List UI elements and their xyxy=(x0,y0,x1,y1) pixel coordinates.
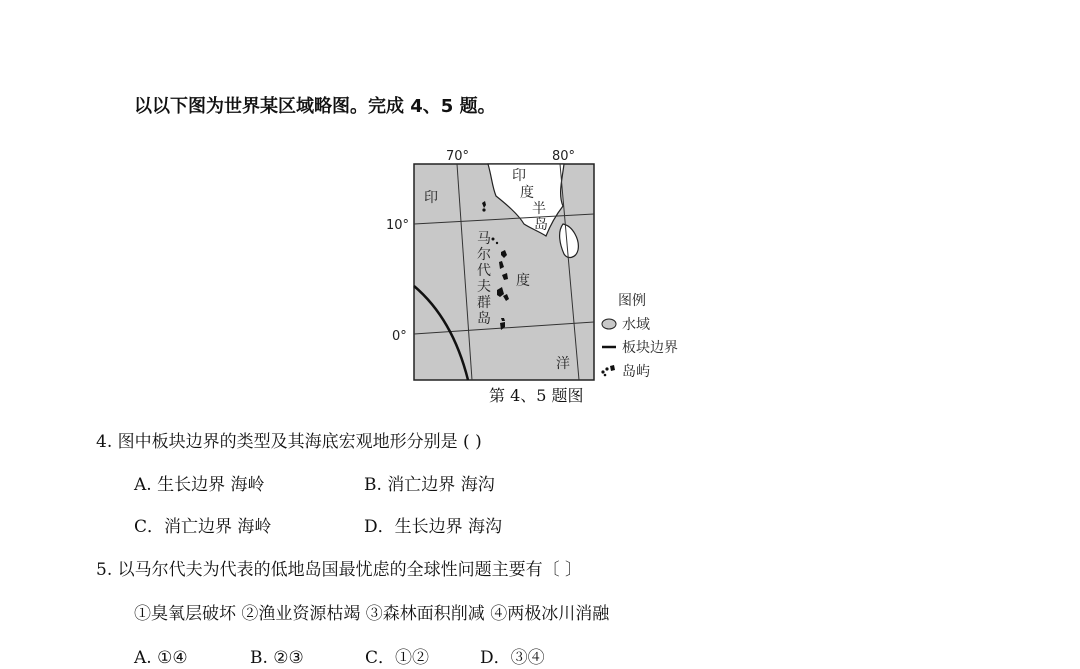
peninsula-char-1: 印 xyxy=(512,168,526,184)
question-4-stem: 4. 图中板块边界的类型及其海底宏观地形分别是 ( ) xyxy=(96,432,482,452)
legend-water-swatch xyxy=(602,319,616,329)
question-5-option-c: C．①② xyxy=(365,648,430,668)
ocean-char-2: 度 xyxy=(516,273,530,289)
lat-label-10: 10° xyxy=(386,218,410,233)
ocean-char-1: 印 xyxy=(424,190,438,206)
question-4-option-b: B. 消亡边界 海沟 xyxy=(364,475,495,495)
peninsula-char-3: 半 xyxy=(532,201,546,217)
ocean-char-3: 洋 xyxy=(556,356,570,372)
map-caption: 第 4、5 题图 xyxy=(489,386,584,405)
intro-text: 以以下图为世界某区域略图。完成 4、5 题。 xyxy=(134,96,496,117)
maldives-char-5: 群 xyxy=(477,295,491,311)
question-4-option-c: C．消亡边界 海岭 xyxy=(134,517,272,537)
question-5-options xyxy=(134,643,545,668)
question-5-stem: 5. 以马尔代夫为代表的低地岛国最忧虑的全球性问题主要有〔 〕 xyxy=(96,560,583,580)
question-4-option-a: A. 生长边界 海岭 xyxy=(134,475,265,495)
maldives-char-3: 代 xyxy=(477,263,491,279)
lon-label-70: 70° xyxy=(446,149,470,164)
legend-title: 图例 xyxy=(618,293,646,309)
question-5-option-d: D．③④ xyxy=(480,648,545,668)
maldives-char-1: 马 xyxy=(477,231,491,247)
maldives-char-4: 夫 xyxy=(477,279,491,295)
question-5-option-a: A. ①④ xyxy=(134,648,188,668)
legend-boundary-label: 板块边界 xyxy=(622,340,678,356)
legend-water-label: 水域 xyxy=(622,317,650,333)
question-4-option-d: D．生长边界 海沟 xyxy=(364,517,503,537)
question-4-options-row2 xyxy=(134,512,502,537)
legend-islands-swatch xyxy=(601,365,615,376)
peninsula-char-4: 岛 xyxy=(534,217,548,233)
legend-islands-label: 岛屿 xyxy=(622,364,650,380)
maldives-char-2: 尔 xyxy=(477,247,491,263)
lat-label-0: 0° xyxy=(392,329,407,344)
question-4-options-row1 xyxy=(134,470,495,495)
peninsula-char-2: 度 xyxy=(520,185,534,201)
region-map xyxy=(380,140,700,410)
question-5-option-b: B. ②③ xyxy=(250,648,304,668)
maldives-char-6: 岛 xyxy=(477,311,491,327)
question-5-items: ①臭氧层破坏 ②渔业资源枯竭 ③森林面积削减 ④两极冰川消融 xyxy=(134,604,610,624)
lon-label-80: 80° xyxy=(552,149,576,164)
